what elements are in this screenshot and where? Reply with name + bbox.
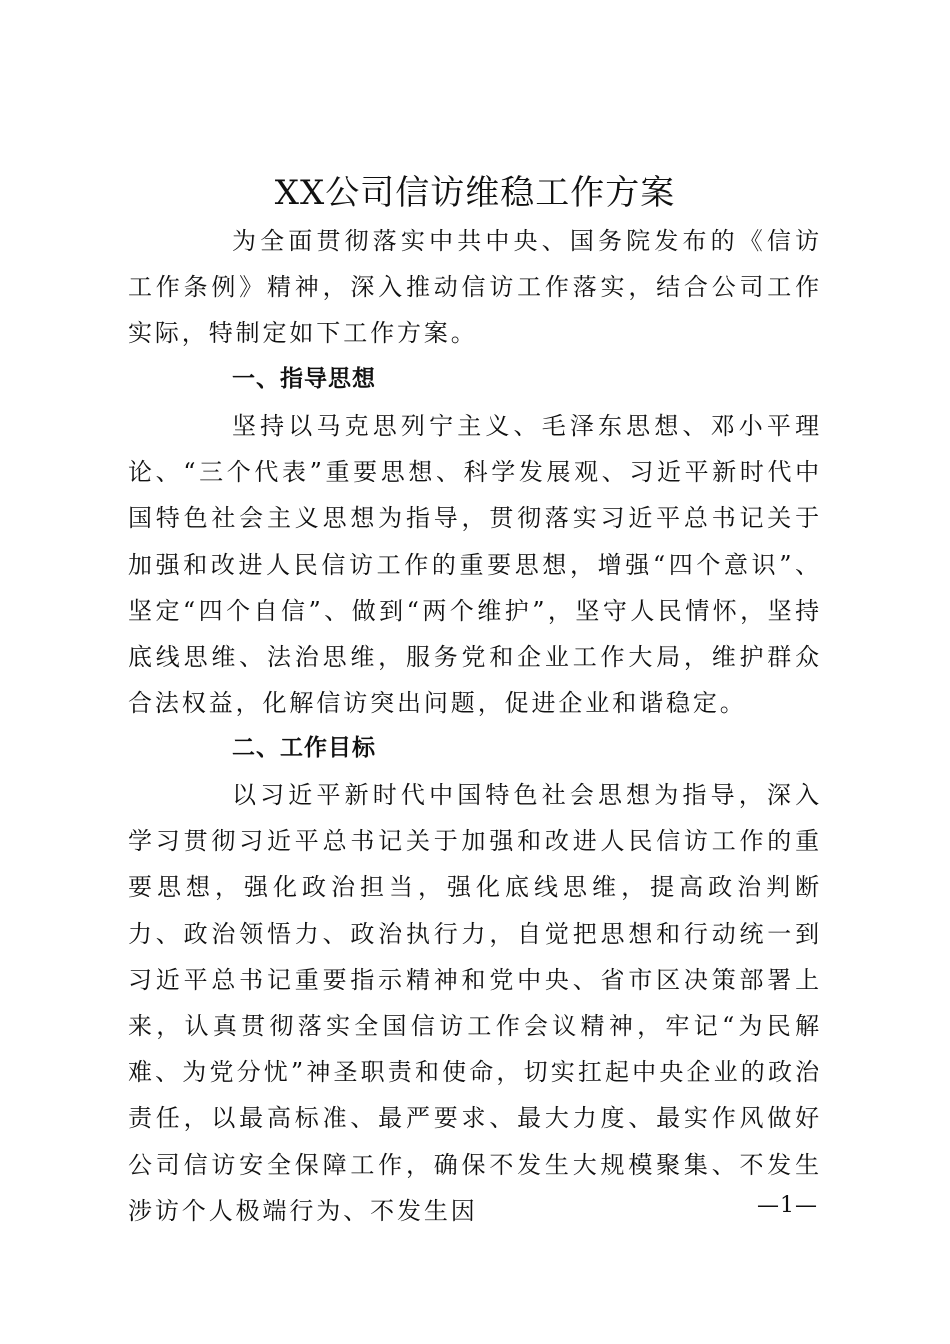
guiding-ideology-paragraph: 坚持以马克思列宁主义、毛泽东思想、邓小平理论、“三个代表”重要思想、科学发展观、习近平新时代中国特色社会主义思想为指导，贯彻落实习近平总书记关于加强和改进人民信访工作的重要思想，增强“四个意识”、坚定“四个自信”、做到“两个维护”，坚守人民情怀，坚持底线思维、法治思维，服务党和企业工作大局，维护群众合法权益，化解信访突出问题，促进企业和谐稳定。 bbox=[128, 412, 822, 718]
intro-paragraph: 为全面贯彻落实中共中央、国务院发布的《信访工作条例》精神，深入推动信访工作落实，结合公司工作实际，特制定如下工作方案。 bbox=[128, 227, 822, 348]
work-goals-paragraph: 以习近平新时代中国特色社会思想为指导，深入学习贯彻习近平总书记关于加强和改进人民信访工作的重要思想，强化政治担当，强化底线思维，提高政治判断力、政治领悟力、政治执行力，自觉把思想和行动统一到习近平总书记重要指示精神和党中央、省市区决策部署上来，认真贯彻落实全国信访工作会议精神，牢记“为民解难、为党分忧”神圣职责和使命，切实扛起中央企业的政治责任，以最高标准、最严要求、最大力度、最实作风做好公司信访安全保障工作，确保不发生大规模聚集、不发生涉访个人极端行为、不发生因 bbox=[128, 781, 822, 1225]
section-heading-work-goals: 二、工作目标 bbox=[232, 735, 376, 761]
page-number: —1— bbox=[757, 1193, 818, 1218]
document-title: XX公司信访维稳工作方案 bbox=[274, 173, 676, 213]
section-heading-guiding-ideology: 一、指导思想 bbox=[232, 366, 376, 392]
